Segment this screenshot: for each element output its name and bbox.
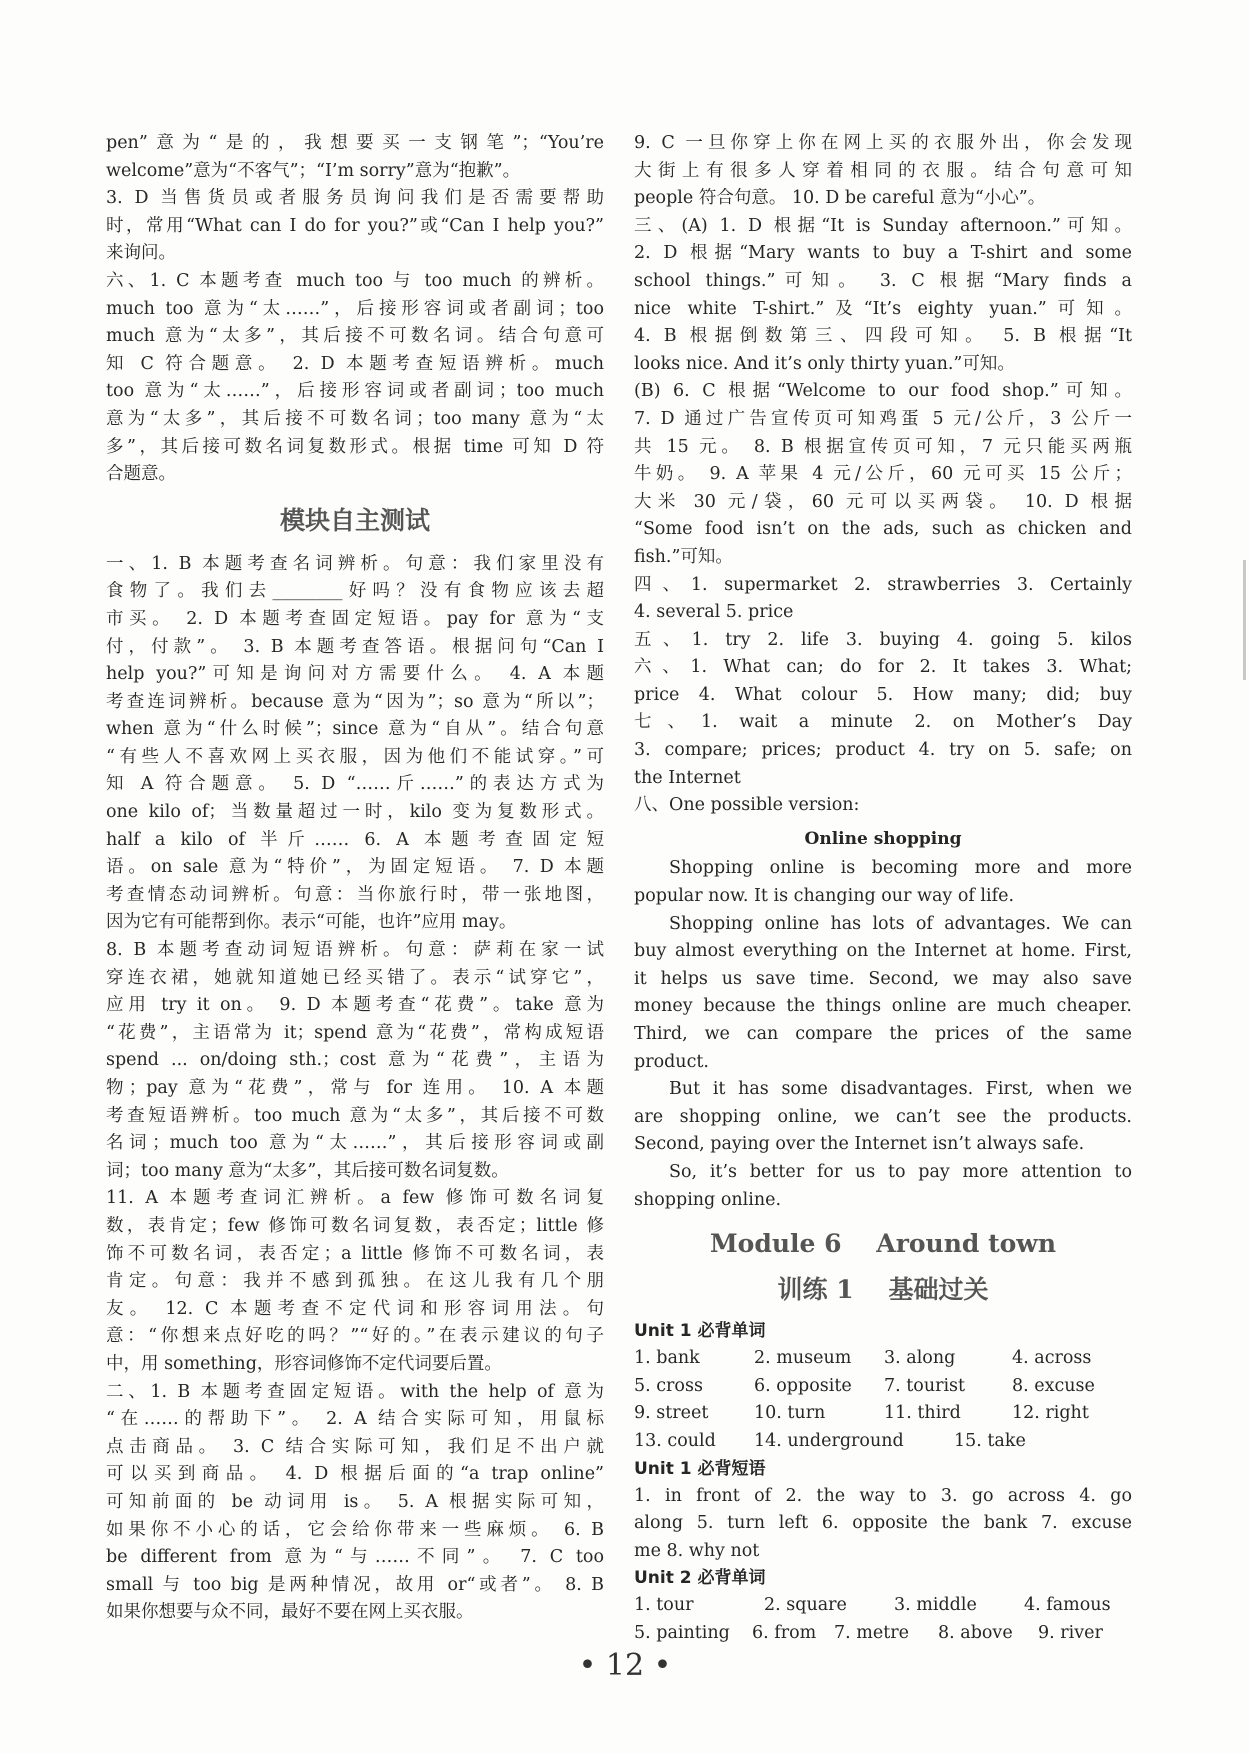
text-line: 考查连词辨析。because 意为“因为”；so 意为“所以”； <box>106 691 604 712</box>
word-item: 8. above <box>938 1622 1013 1643</box>
word-row <box>634 1345 1132 1373</box>
text-line: 可以买到商品。 4. D 根据后面的“a trap online” <box>106 1464 604 1485</box>
word-item: 8. excuse <box>1012 1375 1095 1396</box>
text-line: the Internet <box>634 767 741 788</box>
text-line: 词；too many 意为“太多”，其后接可数名词复数。 <box>106 1160 509 1181</box>
text-line: help you?”可知是询问对方需要什么。 4. A 本题 <box>106 664 604 685</box>
text-line: 穿连衣裙，她就知道她已经买错了。表示“试穿它”， <box>106 967 604 988</box>
text-line: 付，付款”。 3. B 本题考查答语。根据问句“Can I <box>106 636 604 657</box>
text-line: 知 C 符合题意。 2. D 本题考查短语辨析。much <box>106 353 604 374</box>
text-line: 市买。 2. D 本题考查固定短语。pay for 意为“支 <box>106 608 604 629</box>
text-line: But it has some disadvantages. First, when we <box>669 1079 1132 1100</box>
text-line: 名词；much too 意为“太……”，其后接形容词或副 <box>106 1133 604 1154</box>
text-line: product. <box>634 1051 709 1072</box>
unit1-phrases <box>634 1456 1132 1566</box>
word-item: 1. tour <box>634 1595 694 1616</box>
essay <box>634 826 1132 1214</box>
text-line: Second, paying over the Internet isn’t always safe. <box>634 1134 1085 1155</box>
text-line: when 意为“什么时候”；since 意为“自从”。结合句意 <box>106 719 604 740</box>
text-line: (B) 6. C 根据“Welcome to our food shop.”可知。 <box>634 381 1132 402</box>
text-line: 9. C 一旦你穿上你在网上买的衣服外出，你会发现 <box>634 133 1132 153</box>
text-line: 共 15 元。 8. B 根据宣传页可知，7 元只能买两瓶 <box>634 436 1132 457</box>
text-line: 合题意。 <box>106 464 176 485</box>
text-line: 大街上有很多人穿着相同的衣服。结合句意可知 <box>634 160 1132 181</box>
text-line: small 与 too big 是两种情况，故用 or“或者”。 8. B <box>106 1574 604 1595</box>
word-item: 15. take <box>954 1430 1026 1451</box>
text-line: 点击商品。 3. C 结合实际可知，我们足不出户就 <box>106 1436 604 1457</box>
text-line: Third, we can compare the prices of the same <box>634 1024 1132 1044</box>
text-line: 考查情态动词辨析。句意：当你旅行时，带一张地图， <box>106 884 604 905</box>
word-item: 7. metre <box>834 1622 909 1643</box>
word-item: 9. street <box>634 1403 709 1424</box>
text-line: 3. D 当售货员或者服务员询问我们是否需要帮助 <box>106 188 604 209</box>
word-item: 4. famous <box>1024 1595 1111 1616</box>
word-row <box>634 1620 1132 1648</box>
text-line: price 4. What colour 5. How many; did; buy <box>634 684 1132 705</box>
essay-title: Online shopping <box>804 828 962 849</box>
text-line: 数，表肯定；few 修饰可数名词复数，表否定；little 修 <box>106 1215 604 1236</box>
text-line: it helps us save time. Second, we may also save <box>634 968 1132 989</box>
training-title: 训练 1 基础过关 <box>777 1275 989 1305</box>
word-item: 1. bank <box>634 1348 700 1369</box>
word-item: 3. middle <box>894 1595 977 1616</box>
text-line: much too 意为“太……”，后接形容词或者副词；too <box>106 298 604 319</box>
text-line: “花费”，主语常为 it；spend 意为“花费”，常构成短语 <box>106 1022 604 1043</box>
text-line: 四、1. supermarket 2. strawberries 3. Certainly <box>634 574 1132 595</box>
text-line: buy almost everything on the Internet at home. First, <box>634 941 1132 962</box>
text-line: 一、1. B 本题考查名词辨析。句意：我们家里没有 <box>106 553 604 574</box>
text-line: looks nice. And it’s only thirty yuan.”可知。 <box>634 353 1015 374</box>
text-line: 五、1. try 2. life 3. buying 4. going 5. kilos <box>634 629 1132 650</box>
text-line: 如果你不小心的话，它会给你带来一些麻烦。 6. B <box>106 1519 604 1540</box>
text-line: 8. B 本题考查动词短语辨析。句意：萨莉在家一试 <box>106 940 604 961</box>
text-line: “在……的帮助下”。 2. A 结合实际可知，用鼠标 <box>106 1409 604 1430</box>
word-item: 10. turn <box>754 1403 826 1424</box>
text-line: people 符合句意。 10. D be careful 意为“小心”。 <box>634 188 1046 209</box>
word-item: 11. third <box>884 1403 961 1424</box>
text-line: 可知前面的 be 动词用 is。 5. A 根据实际可知， <box>106 1491 604 1512</box>
text-line: 肯定。句意：我并不感到孤独。在这儿我有几个朋 <box>106 1271 604 1292</box>
unit-heading: Unit 1 必背短语 <box>634 1458 766 1479</box>
word-item: 2. museum <box>754 1348 852 1369</box>
text-line: nice white T-shirt.”及“It’s eighty yuan.”可知。 <box>634 298 1132 319</box>
text-line: along 5. turn left 6. opposite the bank 7. excuse <box>634 1513 1132 1534</box>
left-top-paragraphs <box>106 130 604 489</box>
text-line: 4. several 5. price <box>634 602 794 623</box>
word-item: 13. could <box>634 1430 716 1451</box>
text-line: 1. in front of 2. the way to 3. go across 4. go <box>634 1485 1132 1506</box>
word-item: 7. tourist <box>884 1375 966 1396</box>
section-title: 模块自主测试 <box>279 505 430 535</box>
word-item: 14. underground <box>754 1430 904 1451</box>
text-line: 二、1. B 本题考查固定短语。with the help of 意为 <box>106 1381 604 1402</box>
text-line: 来询问。 <box>106 243 176 264</box>
text-line: “Some food isn’t on the ads, such as chicken and <box>634 519 1132 540</box>
text-line: fish.”可知。 <box>634 546 733 567</box>
text-line: 2. D 根据“Mary wants to buy a T-shirt and some <box>634 243 1132 264</box>
text-line: 3. compare; prices; product 4. try on 5. safe; on <box>634 740 1132 761</box>
text-line: 六、1. C 本题考查 much too 与 too much 的辨析。 <box>106 270 604 291</box>
word-row <box>634 1592 1132 1620</box>
right-column <box>634 130 1132 1648</box>
word-row <box>634 1373 1132 1401</box>
word-item: 3. along <box>884 1348 956 1369</box>
unit-heading: Unit 1 必背单词 <box>634 1321 766 1342</box>
text-line: too 意为“太……”，后接形容词或者副词；too much <box>106 381 604 402</box>
text-line: Shopping online has lots of advantages. We can <box>669 913 1132 934</box>
text-line: money because the things online are much cheaper. <box>634 996 1132 1017</box>
text-line: school things.”可知。 3. C 根据“Mary finds a <box>634 270 1132 291</box>
module-title: Module 6 Around town <box>709 1229 1057 1259</box>
text-line: 语。on sale 意为“特价”，为固定短语。 7. D 本题 <box>106 857 604 878</box>
text-line: 时，常用“What can I do for you?”或“Can I help you?” <box>106 215 604 236</box>
text-line: 知 A 符合题意。 5. D “……斤……”的表达方式为 <box>106 774 604 795</box>
text-line: 应用 try it on。 9. D 本题考查“花费”。take 意为 <box>106 995 604 1016</box>
text-line: 八、One possible version: <box>634 795 860 816</box>
unit1-words <box>634 1318 1132 1455</box>
left-column <box>106 130 604 1627</box>
word-item: 9. river <box>1038 1622 1103 1643</box>
text-line: 意：“你想来点好吃的吗？”“好的。”在表示建议的句子 <box>106 1326 604 1347</box>
text-line: one kilo of；当数量超过一时，kilo 变为复数形式。 <box>106 802 604 823</box>
text-line: 饰不可数名词，表否定；a little 修饰不可数名词，表 <box>106 1243 604 1264</box>
text-line: 意为“太多”，其后接不可数名词；too many 意为“太 <box>106 408 604 429</box>
scan-edge-mark <box>1243 560 1246 680</box>
text-line: are shopping online, we can’t see the products. <box>634 1106 1132 1127</box>
text-line: half a kilo of 半斤…… 6. A 本题考查固定短 <box>106 829 604 850</box>
text-line: welcome”意为“不客气”；“I’m sorry”意为“抱歉”。 <box>106 160 521 181</box>
text-line: 七、1. wait a minute 2. on Mother’s Day <box>634 712 1132 733</box>
text-line: popular now. It is changing our way of life. <box>634 886 1015 907</box>
text-line: 因为它有可能帮到你。表示“可能，也许”应用 may。 <box>106 912 517 933</box>
left-bottom-paragraphs <box>106 551 604 1627</box>
text-line: 友。 12. C 本题考查不定代词和形容词用法。句 <box>106 1298 604 1319</box>
unit-heading: Unit 2 必背单词 <box>634 1568 766 1589</box>
text-line: 7. D 通过广告宣传页可知鸡蛋 5 元/公斤，3 公斤一 <box>634 408 1132 429</box>
text-line: “有些人不喜欢网上买衣服，因为他们不能试穿。”可 <box>106 746 604 767</box>
text-line: 中，用 something，形容词修饰不定代词要后置。 <box>106 1353 502 1374</box>
text-line: pen”意为“是的，我想要买一支钢笔”；“You’re <box>106 133 604 153</box>
word-item: 6. opposite <box>754 1375 852 1396</box>
text-line: 如果你想要与众不同，最好不要在网上买衣服。 <box>106 1602 474 1623</box>
text-line: much 意为“太多”，其后接不可数名词。结合句意可 <box>106 326 604 347</box>
text-line: So, it’s better for us to pay more attention to <box>669 1161 1132 1182</box>
text-line: 食物了。我们去________好吗？没有食物应该去超 <box>106 581 604 602</box>
word-item: 6. from <box>752 1622 817 1643</box>
page-number: • 12 • <box>578 1648 672 1683</box>
word-item: 5. painting <box>634 1622 730 1643</box>
text-line: shopping online. <box>634 1189 782 1210</box>
word-item: 5. cross <box>634 1375 703 1396</box>
text-line: Shopping online is becoming more and more <box>669 858 1132 879</box>
text-line: 物；pay 意为“花费”，常与 for 连用。 10. A 本题 <box>106 1078 604 1098</box>
text-line: 考查短语辨析。too much 意为“太多”，其后接不可数 <box>106 1105 604 1126</box>
text-line: 六、1. What can; do for 2. It takes 3. What; <box>634 657 1132 678</box>
text-line: 三、(A) 1. D 根据“It is Sunday afternoon.”可知。 <box>634 215 1132 236</box>
text-line: me 8. why not <box>634 1540 760 1561</box>
word-item: 4. across <box>1012 1348 1092 1369</box>
text-line: spend ... on/doing sth.；cost 意为“花费”，主语为 <box>106 1050 604 1071</box>
word-item: 2. square <box>764 1595 847 1616</box>
text-line: 牛奶。 9. A 苹果 4 元/公斤，60 元可买 15 公斤； <box>634 464 1132 485</box>
unit2-words <box>634 1565 1132 1647</box>
word-item: 12. right <box>1012 1403 1089 1424</box>
text-line: 11. A 本题考查词汇辨析。a few 修饰可数名词复 <box>106 1188 604 1209</box>
text-line: 大米 30 元/袋，60 元可以买两袋。 10. D 根据 <box>634 491 1132 512</box>
text-line: 多”，其后接可数名词复数形式。根据 time 可知 D 符 <box>106 436 604 457</box>
text-line: be different from 意为“与……不同”。 7. C too <box>106 1547 604 1568</box>
word-row <box>634 1428 1132 1456</box>
right-top-paragraphs <box>634 130 1132 820</box>
word-row <box>634 1400 1132 1428</box>
text-line: 4. B 根据倒数第三、四段可知。 5. B 根据“It <box>634 326 1132 347</box>
